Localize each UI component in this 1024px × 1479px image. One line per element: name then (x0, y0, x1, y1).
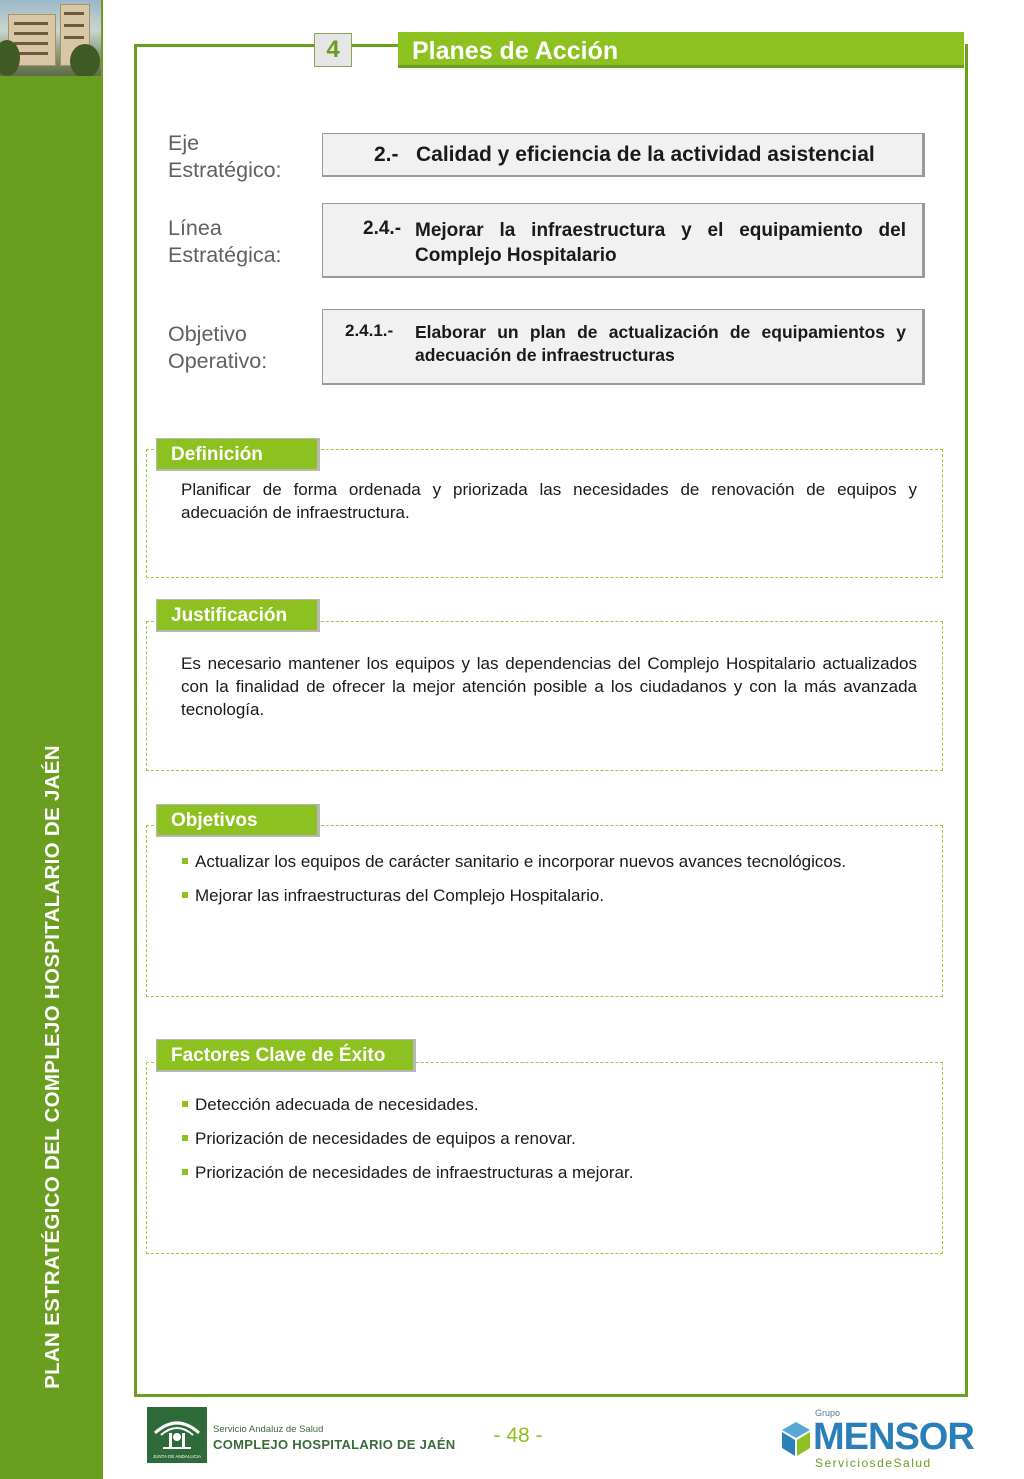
mensor-mark-icon (782, 1422, 812, 1456)
objetivo-operativo-text: Elaborar un plan de actualización de equipamientos y adecuación de infraestructuras (415, 322, 906, 365)
objetivo-operativo-label-line2: Operativo: (168, 349, 268, 373)
section-number: 4 (314, 33, 352, 67)
list-item-text: Priorización de necesidades de infraestructuras a mejorar. (195, 1163, 634, 1182)
mensor-grupo: Grupo (815, 1408, 841, 1418)
list-item (182, 1127, 932, 1161)
factores-list (182, 1093, 932, 1195)
frame-top-line-left (134, 44, 314, 47)
junta-seal-icon (147, 1407, 207, 1463)
factores-tab: Factores Clave de Éxito (156, 1039, 416, 1072)
list-item (182, 850, 932, 884)
linea-box (322, 203, 925, 278)
eje-number: 2.- (374, 143, 399, 166)
sas-line1: Servicio Andaluz de Salud (213, 1424, 324, 1435)
list-item (182, 1093, 932, 1127)
list-item (182, 884, 932, 918)
page-title: Planes de Acción (398, 32, 964, 68)
list-item-text: Mejorar las infraestructuras del Complejo Hospitalario. (195, 886, 605, 905)
justificacion-tab: Justificación (156, 599, 320, 632)
mensor-word: MENSOR (813, 1416, 974, 1458)
eje-box (322, 133, 925, 177)
bullet-square-icon (182, 858, 188, 864)
definicion-tab: Definición (156, 438, 320, 471)
junta-text: JUNTA DE ANDALUCIA (152, 1454, 202, 1459)
bullet-square-icon (182, 892, 188, 898)
sidebar-title: PLAN ESTRATÉGICO DEL COMPLEJO HOSPITALARIO DE JAÉN (41, 745, 64, 1389)
junta-andalucia-logo (147, 1407, 207, 1463)
page-number: - 48 - (493, 1424, 543, 1447)
mensor-subtitle: ServiciosdeSalud (815, 1456, 932, 1470)
bullet-square-icon (182, 1135, 188, 1141)
list-item (182, 1161, 932, 1195)
objetivos-list (182, 850, 932, 918)
objetivos-tab: Objetivos (156, 804, 320, 837)
objetivo-operativo-label-line1: Objetivo (168, 322, 247, 346)
sidebar (0, 0, 103, 1479)
list-item-text: Priorización de necesidades de equipos a renovar. (195, 1129, 576, 1148)
linea-label-line1: Línea (168, 216, 222, 240)
linea-text: Mejorar la infraestructura y el equipamiento del Complejo Hospitalario (415, 220, 906, 266)
linea-number: 2.4.- (363, 218, 402, 239)
objetivo-operativo-label (168, 321, 267, 375)
justificacion-text: Es necesario mantener los equipos y las dependencias del Complejo Hospitalario actualizados con la finalidad de ofrecer la mejor atención posible a los ciudadanos y con la más avanzada tecnología. (181, 654, 917, 719)
sas-logo-text (213, 1424, 455, 1452)
bullet-square-icon (182, 1101, 188, 1107)
eje-label (168, 130, 282, 184)
hospital-photo (0, 0, 101, 76)
objetivo-operativo-number: 2.4.1.- (345, 321, 394, 340)
bullet-square-icon (182, 1169, 188, 1175)
frame-top-line-mid (352, 44, 400, 47)
eje-label-line2: Estratégico: (168, 158, 282, 182)
linea-label (168, 215, 282, 269)
list-item-text: Actualizar los equipos de carácter sanitario e incorporar nuevos avances tecnológicos. (195, 852, 847, 871)
definicion-text: Planificar de forma ordenada y priorizada las necesidades de renovación de equipos y adecuación de infraestructura. (181, 480, 917, 522)
eje-label-line1: Eje (168, 131, 200, 155)
eje-text: Calidad y eficiencia de la actividad asistencial (416, 143, 875, 166)
mensor-logo (782, 1408, 974, 1472)
list-item-text: Detección adecuada de necesidades. (195, 1095, 479, 1114)
sas-line2: COMPLEJO HOSPITALARIO DE JAÉN (213, 1437, 456, 1452)
linea-label-line2: Estratégica: (168, 243, 282, 267)
objetivo-operativo-box (322, 309, 925, 385)
